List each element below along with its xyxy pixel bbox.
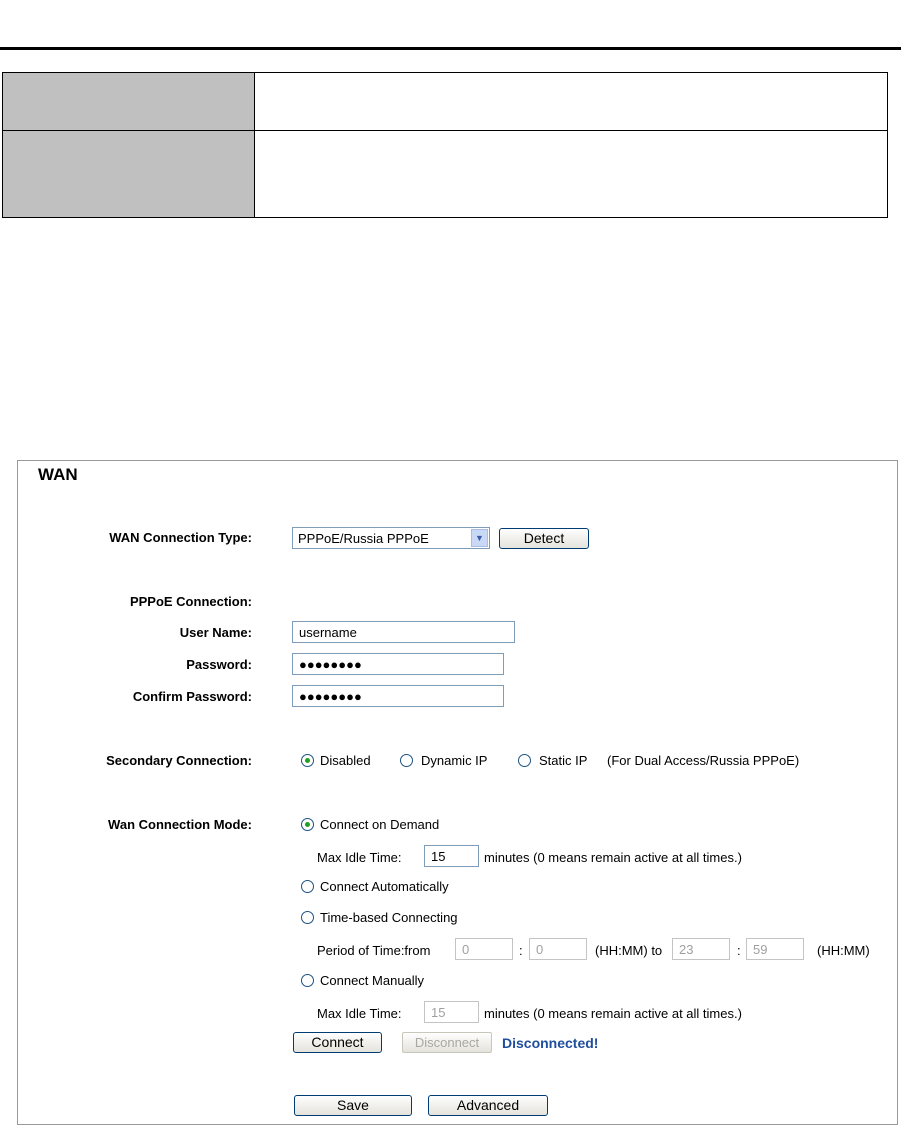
time-based-connecting-label: Time-based Connecting <box>320 910 458 925</box>
period-from-minute-input[interactable]: 0 <box>529 938 587 960</box>
max-idle-time-input[interactable]: 15 <box>424 845 479 867</box>
max-idle-time-label: Max Idle Time: <box>317 850 402 865</box>
period-to-label: (HH:MM) to <box>595 943 663 958</box>
secondary-dynamic-ip-radio[interactable] <box>400 754 413 767</box>
secondary-connection-label: Secondary Connection: <box>106 753 252 768</box>
confirm-password-input[interactable]: ●●●●●●●● <box>292 685 504 707</box>
connect-automatically-radio[interactable] <box>301 880 314 893</box>
connect-on-demand-radio[interactable] <box>301 818 314 831</box>
secondary-disabled-radio[interactable] <box>301 754 314 767</box>
period-from-colon: : <box>519 943 523 958</box>
password-input[interactable]: ●●●●●●●● <box>292 653 504 675</box>
info-table <box>2 72 888 218</box>
period-to-colon: : <box>737 943 741 958</box>
connect-manually-label: Connect Manually <box>320 973 425 988</box>
save-button[interactable]: Save <box>294 1095 412 1116</box>
horizontal-rule <box>0 47 901 50</box>
secondary-note: (For Dual Access/Russia PPPoE) <box>607 753 800 768</box>
period-of-time-label: Period of Time:from <box>317 943 431 958</box>
connect-button[interactable]: Connect <box>293 1032 382 1053</box>
period-to-hour-input[interactable]: 23 <box>672 938 730 960</box>
connect-automatically-label: Connect Automatically <box>320 879 449 894</box>
username-label: User Name: <box>179 625 252 640</box>
username-input[interactable]: username <box>292 621 515 643</box>
chevron-down-icon[interactable]: ▼ <box>471 529 488 547</box>
connection-status: Disconnected! <box>502 1035 599 1051</box>
secondary-static-ip-label: Static IP <box>539 753 588 768</box>
wan-connection-type-value: PPPoE/Russia PPPoE <box>298 531 429 546</box>
wan-connection-mode-label: Wan Connection Mode: <box>108 817 252 832</box>
pppoe-section-label: PPPoE Connection: <box>129 594 252 609</box>
manual-max-idle-time-input[interactable]: 15 <box>424 1001 479 1023</box>
info-table-row-divider <box>3 130 887 131</box>
secondary-dynamic-ip-label: Dynamic IP <box>421 753 488 768</box>
info-table-header-column <box>3 73 255 217</box>
disconnect-button[interactable]: Disconnect <box>402 1032 492 1053</box>
manual-max-idle-time-label: Max Idle Time: <box>317 1006 402 1021</box>
panel-title: WAN <box>38 465 78 484</box>
connect-on-demand-label: Connect on Demand <box>320 817 440 832</box>
detect-button[interactable]: Detect <box>499 528 589 549</box>
secondary-disabled-label: Disabled <box>320 753 371 768</box>
connect-manually-radio[interactable] <box>301 974 314 987</box>
period-to-minute-input[interactable]: 59 <box>746 938 804 960</box>
period-hhmm-label: (HH:MM) <box>817 943 870 958</box>
secondary-static-ip-radio[interactable] <box>518 754 531 767</box>
wan-connection-type-select[interactable] <box>292 527 490 549</box>
time-based-connecting-radio[interactable] <box>301 911 314 924</box>
confirm-password-label: Confirm Password: <box>132 689 252 704</box>
wan-connection-type-label: WAN Connection Type: <box>109 530 252 545</box>
manual-max-idle-time-note: minutes (0 means remain active at all times.) <box>484 1006 742 1021</box>
advanced-button[interactable]: Advanced <box>428 1095 548 1116</box>
max-idle-time-note: minutes (0 means remain active at all times.) <box>484 850 742 865</box>
wan-panel <box>17 460 898 1125</box>
period-from-hour-input[interactable]: 0 <box>455 938 513 960</box>
password-label: Password: <box>186 657 252 672</box>
